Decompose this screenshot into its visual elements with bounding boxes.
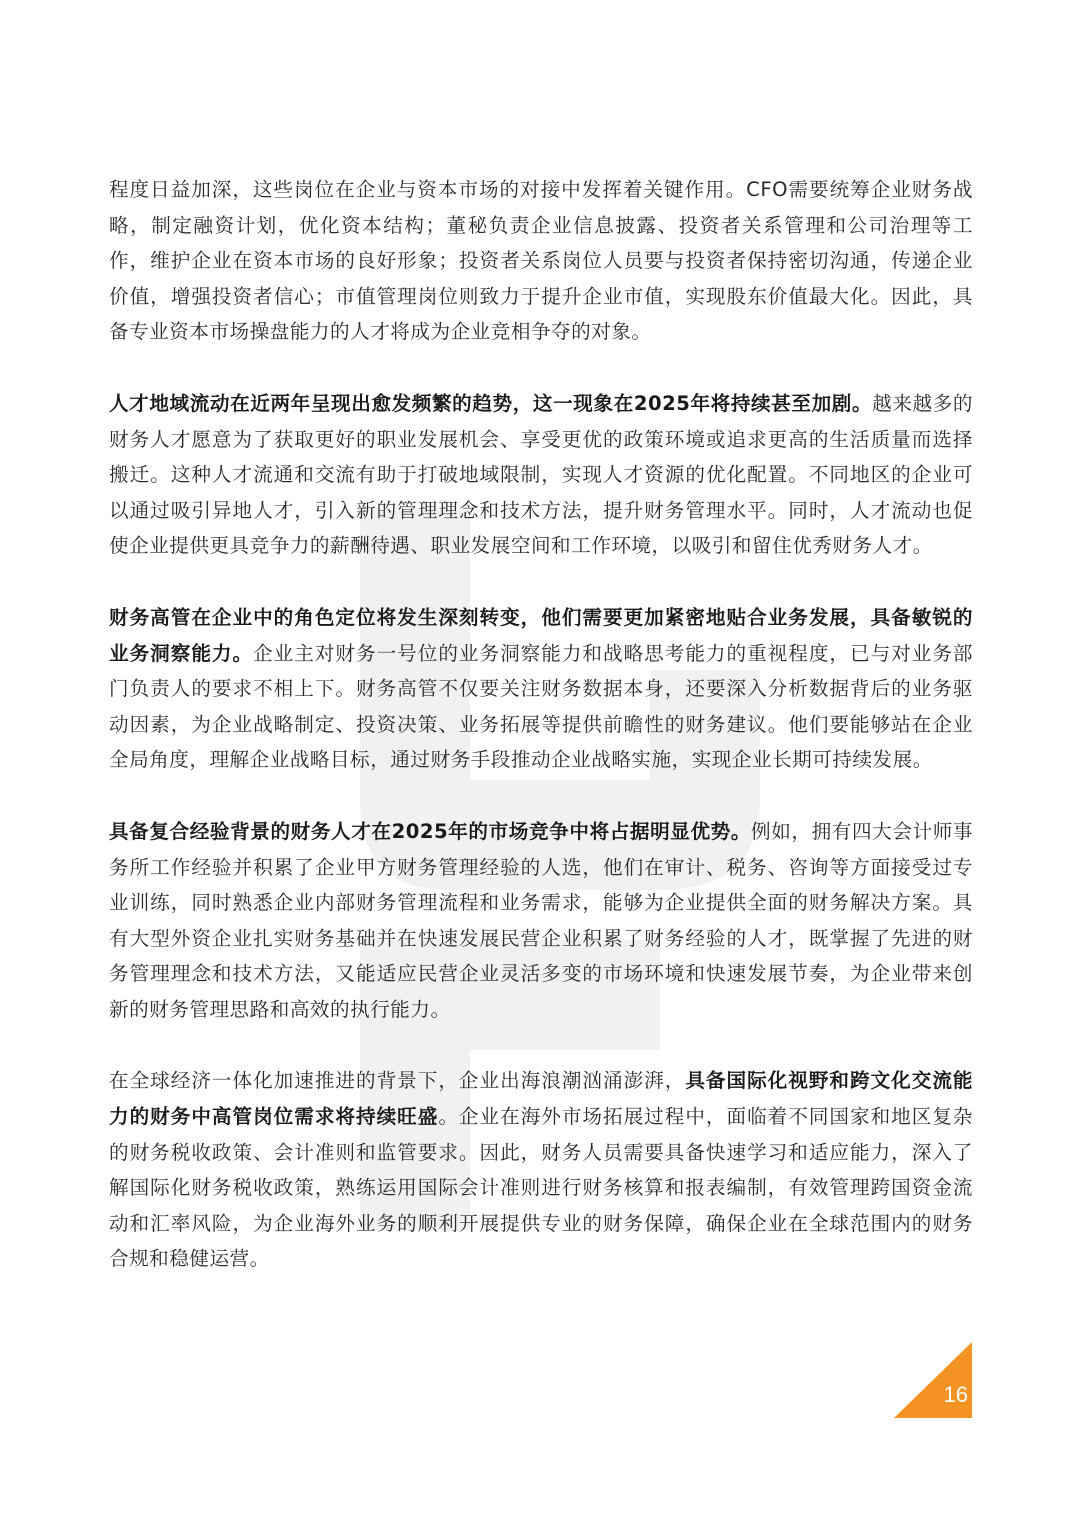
- paragraph-capital-market-talent: [109, 172, 973, 350]
- paragraph-cfo-role: [109, 600, 973, 778]
- paragraph-lead: 人才地域流动在近两年呈现出愈发频繁的趋势，这一现象在2025年将持续甚至加剧。: [109, 391, 873, 415]
- paragraph-text: 例如，拥有四大会计师事务所工作经验并积累了企业甲方财务管理经验的人选，他们在审计、税务、咨询等方面接受过专业训练，同时熟悉企业内部财务管理流程和业务需求，能够为企业提供全面的财务解决方案。具有大型外资企业扎实财务基础并在快速发展民营企业积累了财务经验的人才，既掌握了先进的财务管理理念和技术方法，又能适应民营企业灵活多变的市场环境和快速发展节奏，为企业带来创新的财务管理思路和高效的执行能力。: [109, 819, 973, 1021]
- paragraph-talent-mobility: [109, 386, 973, 564]
- paragraph-lead: 具备国际化视野和跨文化交流能力的财务中高管岗位需求将持续旺盛: [109, 1069, 974, 1129]
- paragraph-text: 企业主对财务一号位的业务洞察能力和战略思考能力的重视程度，已与对业务部门负责人的要求不相上下。财务高管不仅要关注财务数据本身，还要深入分析数据背后的业务驱动因素，为企业战略制定、投资决策、业务拓展等提供前瞻性的财务建议。他们要能够站在企业全局角度，理解企业战略目标，通过财务手段推动企业战略实施，实现企业长期可持续发展。: [109, 641, 974, 772]
- paragraph-international-talent: [109, 1063, 973, 1277]
- paragraph-lead: 具备复合经验背景的财务人才在2025年的市场竞争中将占据明显优势。: [109, 819, 752, 843]
- page-number: 16: [943, 1382, 968, 1407]
- article-body: [109, 172, 973, 1313]
- paragraph-lead: 财务高管在企业中的角色定位将发生深刻转变，他们需要更加紧密地贴合业务发展，具备敏锐的业务洞察能力。: [109, 605, 973, 665]
- paragraph-text: 程度日益加深，这些岗位在企业与资本市场的对接中发挥着关键作用。CFO需要统筹企业财务战略，制定融资计划，优化资本结构；董秘负责企业信息披露、投资者关系管理和公司治理等工作，维护企业在资本市场的良好形象；投资者关系岗位人员要与投资者保持密切沟通，传递企业价值，增强投资者信心；市值管理岗位则致力于提升企业市值，实现股东价值最大化。因此，具备专业资本市场操盘能力的人才将成为企业竞相争夺的对象。: [109, 178, 973, 344]
- paragraph-text: 越来越多的财务人才愿意为了获取更好的职业发展机会、享受更优的政策环境或追求更高的生活质量而选择搬迁。这种人才流通和交流有助于打破地域限制，实现人才资源的优化配置。不同地区的企业可以通过吸引异地人才，引入新的管理理念和技术方法，提升财务管理水平。同时，人才流动也促使企业提供更具竞争力的薪酬待遇、职业发展空间和工作环境，以吸引和留住优秀财务人才。: [109, 391, 973, 558]
- paragraph-composite-experience: [109, 814, 973, 1028]
- paragraph-intro: 在全球经济一体化加速推进的背景下，企业出海浪潮汹涌澎湃，: [109, 1069, 686, 1093]
- paragraph-text: 。企业在海外市场拓展过程中，面临着不同国家和地区复杂的财务税收政策、会计准则和监管要求。因此，财务人员需要具备快速学习和适应能力，深入了解国际化财务税收政策，熟练运用国际会计准则进行财务核算和报表编制，有效管理跨国资金流动和汇率风险，为企业海外业务的顺利开展提供专业的财务保障，确保企业在全球范围内的财务合规和稳健运营。: [109, 1105, 974, 1271]
